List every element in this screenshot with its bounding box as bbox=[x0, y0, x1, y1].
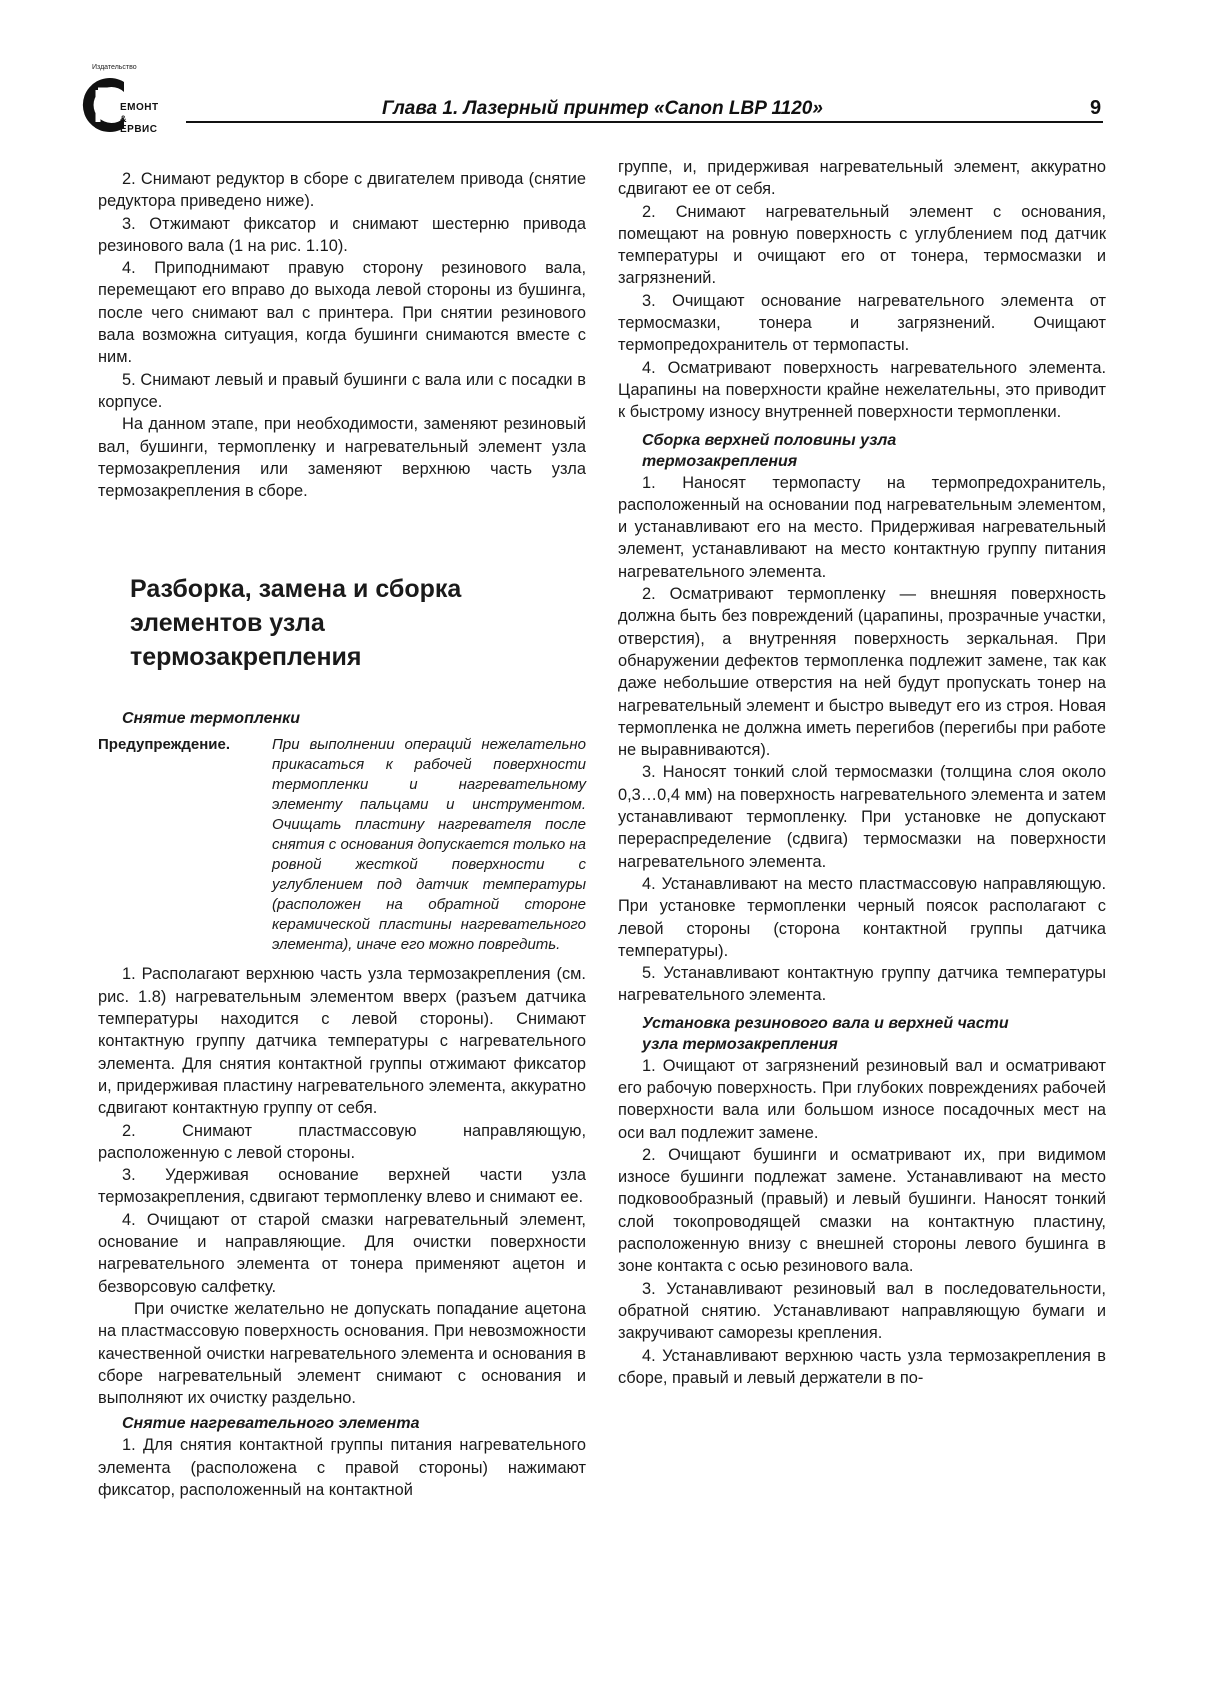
paragraph: 3. Отжимают фиксатор и снимают шестерню привода резинового вала (1 на рис. 1.10). bbox=[98, 214, 586, 255]
paragraph: 2. Снимают пластмассовую направляющую, расположенную с левой стороны. bbox=[98, 1121, 586, 1162]
section-title-line: Разборка, замена и сборка bbox=[130, 575, 462, 604]
logo-ampersand: & bbox=[120, 114, 127, 124]
warning-text: При выполнении операций нежелательно прикасаться к рабочей поверхности термопленки и нагревательному элементу пальцами и инструментом. Очищать пластину нагревателя после снятия с основания допускается только на ровной жесткой поверхности с углублением под датчик температуры (расположен на обратной стороне керамической пластины нагревательного элемента), иначе его можно повредить. bbox=[272, 736, 586, 954]
subheading-line: Сборка верхней половины узла bbox=[642, 431, 897, 449]
paragraph: 1. Для снятия контактной группы питания нагревательного элемента (расположена с правой стороны) нажимают фиксатор, расположенный на контактной bbox=[98, 1436, 586, 1499]
subheading-roller-install bbox=[618, 1013, 1106, 1055]
paragraph: 4. Устанавливают на место пластмассовую направляющую. При установке термопленки черный поясок располагают с левой стороны (сторона контактной группы датчика температуры). bbox=[618, 874, 1106, 960]
logo-word-servis: ЕРВИС bbox=[120, 124, 158, 135]
page-number: 9 bbox=[1090, 97, 1102, 119]
paragraph: 3. Устанавливают резиновый вал в последовательности, обратной снятию. Устанавливают направляющую бумаги и закручивают саморезы крепления. bbox=[618, 1279, 1106, 1343]
paragraph: 3. Наносят тонкий слой термосмазки (толщина слоя около 0,3…0,4 мм) на поверхность нагревательного элемента и затем устанавливают термопленку. При установке не допускают перераспределение (сдвига) термосмазки на поверхности нагревательного элемента. bbox=[618, 763, 1106, 871]
subheading-film-removal: Снятие термопленки bbox=[122, 710, 301, 728]
paragraph: 3. Очищают основание нагревательного элемента от термосмазки, тонера и загрязнений. Очищают термопредохранитель от термопасты. bbox=[618, 291, 1106, 355]
paragraph: 4. Очищают от старой смазки нагревательный элемент, основание и направляющие. Для очистки поверхности нагревательного элемента от тонера применяют ацетон и безворсовую салфетку. bbox=[98, 1210, 586, 1296]
left-column bbox=[98, 168, 586, 1501]
section-title bbox=[98, 572, 586, 674]
paragraph: 4. Приподнимают правую сторону резинового вала, перемещают его вправо до выхода левой стороны из бушинга, после чего снимают вал с принтера. При снятии резинового вала возможна ситуация, когда бушинги снимаются вместе с ним. bbox=[98, 259, 586, 367]
warning-label: Предупреждение. bbox=[98, 736, 230, 754]
subheading-line: термозакрепления bbox=[642, 452, 798, 470]
paragraph: На данном этапе, при необходимости, заменяют резиновый вал, бушинги, термопленку и нагревательный элемент узла термозакрепления или заменяют верхнюю часть узла термозакрепления в сборе. bbox=[98, 415, 586, 501]
paragraph: группе, и, придерживая нагревательный элемент, аккуратно сдвигают ее от себя. bbox=[618, 158, 1106, 199]
paragraph: 2. Осматривают термопленку — внешняя поверхность должна быть без повреждений (царапины, прозрачные участки, отверстия), а внутренняя поверхность зеркальная. При обнаружении дефектов термопленка подлежит замене, так как даже небольшие отверстия на ней будут пропускать тонер на нагревательный элемент и быстро выведут его из строя. Новая термопленка не должна иметь перегибов (перегибы при работе не выравниваются). bbox=[618, 585, 1106, 760]
warning-block bbox=[98, 735, 586, 955]
right-column bbox=[618, 156, 1106, 1389]
paragraph: 4. Устанавливают верхнюю часть узла термозакрепления в сборе, правый и левый держатели в по- bbox=[618, 1346, 1106, 1387]
header-rule bbox=[186, 121, 1103, 123]
logo-word-remont: ЕМОНТ bbox=[120, 102, 159, 113]
subheading-upper-assembly bbox=[618, 430, 1106, 472]
section-title-line: элементов узла bbox=[130, 609, 325, 638]
paragraph: 5. Устанавливают контактную группу датчика температуры нагревательного элемента. bbox=[618, 964, 1106, 1005]
paragraph: 1. Очищают от загрязнений резиновый вал и осматривают его рабочую поверхность. При глубоких повреждениях рабочей поверхности вала или большом износе посадочных мест на оси вал подлежит замене. bbox=[618, 1056, 1106, 1142]
paragraph: 3. Удерживая основание верхней части узла термозакрепления, сдвигают термопленку влево и снимают ее. bbox=[98, 1166, 586, 1207]
paragraph: 2. Снимают редуктор в сборе с двигателем привода (снятие редуктора приведено ниже). bbox=[98, 170, 586, 211]
publisher-logo bbox=[80, 66, 180, 138]
subheading-line: узла термозакрепления bbox=[642, 1035, 838, 1053]
section-title-line: термозакрепления bbox=[130, 643, 362, 672]
paragraph: При очистке желательно не допускать попадание ацетона на пластмассовую поверхность основания. При невозможности качественной очистки нагревательного элемента и основания в сборе нагревательный элемент снимают с основания и выполняют их очистку раздельно. bbox=[98, 1299, 586, 1408]
subheading-heater-removal: Снятие нагревательного элемента bbox=[122, 1415, 420, 1433]
paragraph: 1. Располагают верхнюю часть узла термозакрепления (см. рис. 1.8) нагревательным элементом вверх (разъем датчика температуры находится с левой стороны). Снимают контактную группу датчика температуры с нагревательного элемента. Для снятия контактной группы отжимают фиксатор и, придерживая пластину нагревательного элемента, аккуратно сдвигают контактную группу от себя. bbox=[98, 965, 586, 1118]
paragraph: 5. Снимают левый и правый бушинги с вала или с посадки в корпусе. bbox=[98, 370, 586, 411]
paragraph: 1. Наносят термопасту на термопредохранитель, расположенный на основании под нагревательным элементом, и устанавливают его на место. Придерживая нагревательный элемент, устанавливают на место контактную группу питания нагревательного элемента. bbox=[618, 473, 1106, 581]
subheading-line: Установка резинового вала и верхней части bbox=[642, 1014, 1009, 1032]
publisher-label: Издательство bbox=[92, 64, 137, 71]
chapter-title: Глава 1. Лазерный принтер «Canon LBP 1120» bbox=[382, 98, 823, 119]
paragraph: 2. Снимают нагревательный элемент с основания, помещают на ровную поверхность с углублением под датчик температуры и очищают его от тонера, термосмазки и загрязнений. bbox=[618, 202, 1106, 288]
paragraph: 2. Очищают бушинги и осматривают их, при видимом износе бушинги подлежат замене. Устанавливают на место подковообразный (правый) и левый бушинги. Наносят тонкий слой токопроводящей смазки на контактную пластину, расположенную внизу с внешней стороны левого бушинга в зоне контакта с осью резинового вала. bbox=[618, 1145, 1106, 1276]
paragraph: 4. Осматривают поверхность нагревательного элемента. Царапины на поверхности крайне нежелательны, это приводит к быстрому износу внутренней поверхности термопленки. bbox=[618, 358, 1106, 422]
